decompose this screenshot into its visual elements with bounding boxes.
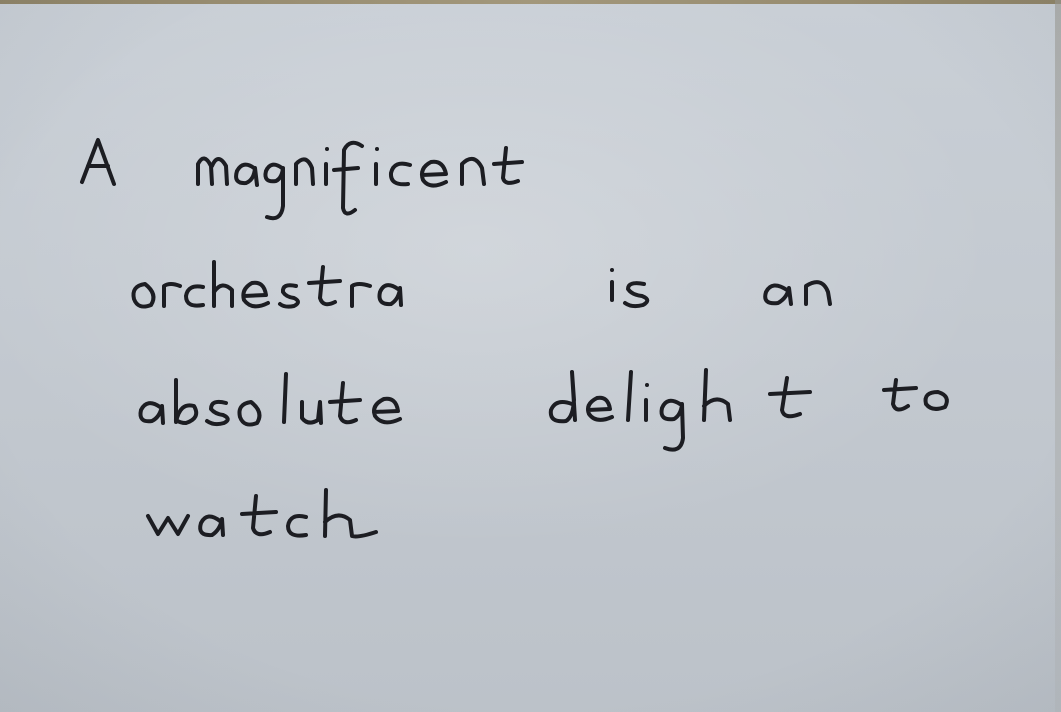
handwriting-line-1 [82,140,522,218]
handwriting-line-4 [148,490,376,537]
handwriting-line-3 [140,370,946,450]
handwriting-line-2 [133,262,830,307]
